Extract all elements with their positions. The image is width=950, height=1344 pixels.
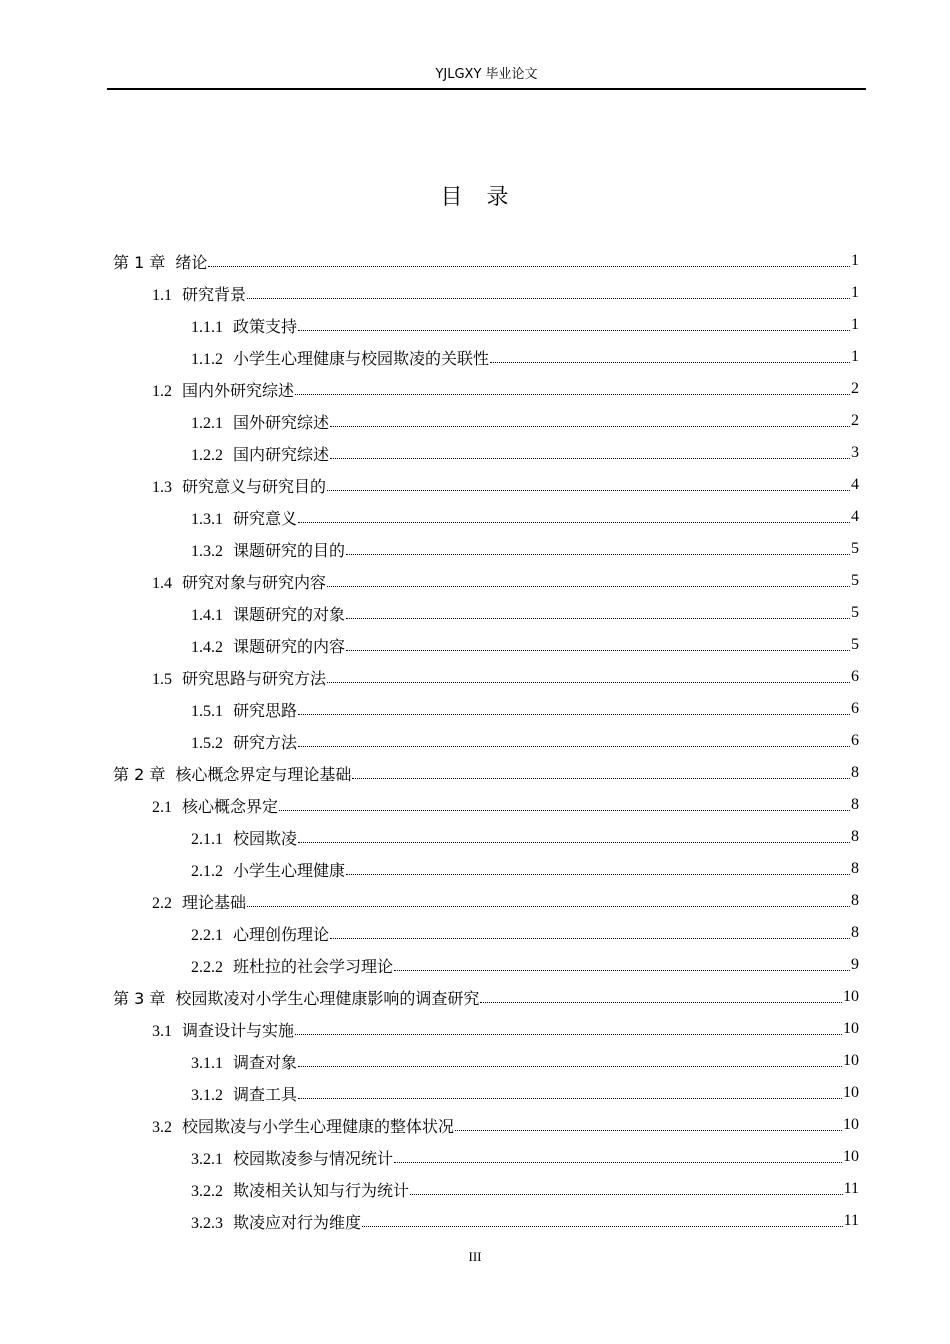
toc-entry[interactable] xyxy=(113,245,859,277)
toc-entry-label xyxy=(191,858,345,881)
toc-dot-leader xyxy=(362,1226,843,1227)
toc-entry-label xyxy=(152,282,246,305)
toc-entry-page: 8 xyxy=(851,764,859,781)
toc-dot-leader xyxy=(394,970,850,971)
toc-entry-page: 1 xyxy=(851,316,859,333)
toc-dot-leader xyxy=(298,1098,842,1099)
toc-entry[interactable] xyxy=(113,597,859,629)
toc-entry-page: 8 xyxy=(851,860,859,877)
toc-entry-label xyxy=(191,410,329,433)
toc-entry-text: 欺凌应对行为维度 xyxy=(233,1214,362,1232)
toc-entry-label xyxy=(191,922,329,945)
toc-entry[interactable] xyxy=(113,853,859,885)
toc-entry-text: 核心概念界定与理论基础 xyxy=(175,764,352,784)
toc-entry-number: 1.4 xyxy=(152,574,172,592)
toc-entry-label xyxy=(191,442,329,465)
toc-entry-text: 校园欺凌与小学生心理健康的整体状况 xyxy=(182,1118,455,1136)
toc-entry[interactable] xyxy=(113,821,859,853)
toc-entry-text: 研究意义与研究目的 xyxy=(182,478,327,496)
toc-entry-page: 6 xyxy=(851,732,859,749)
toc-entry-number: 2.1 xyxy=(152,798,172,816)
toc-entry-number: 2.1.2 xyxy=(191,862,223,880)
toc-entry-number: 第 2 章 xyxy=(113,764,166,784)
toc-entry-label xyxy=(191,506,297,529)
toc-entry[interactable] xyxy=(113,1109,859,1141)
toc-entry-page: 1 xyxy=(851,348,859,365)
toc-entry-page: 5 xyxy=(851,572,859,589)
toc-entry-text: 课题研究的内容 xyxy=(233,638,346,656)
toc-entry-text: 研究方法 xyxy=(233,734,298,752)
toc-entry[interactable] xyxy=(113,533,859,565)
toc-entry-page: 3 xyxy=(851,444,859,461)
toc-entry-page: 8 xyxy=(851,924,859,941)
toc-entry[interactable] xyxy=(113,949,859,981)
toc-entry-label xyxy=(191,1082,297,1105)
toc-entry-page: 11 xyxy=(843,1180,859,1197)
toc-dot-leader xyxy=(298,714,850,715)
toc-entry-label xyxy=(191,954,393,977)
toc-entry[interactable] xyxy=(113,1077,859,1109)
toc-dot-leader xyxy=(298,1066,842,1067)
toc-dot-leader xyxy=(346,874,850,875)
toc-entry-page: 8 xyxy=(851,828,859,845)
toc-entry-label xyxy=(191,538,345,561)
toc-entry-text: 国内外研究综述 xyxy=(182,382,295,400)
toc-entry-text: 研究思路 xyxy=(233,702,298,720)
toc-entry-number: 3.2.3 xyxy=(191,1214,223,1232)
toc-dot-leader xyxy=(480,1002,842,1003)
toc-entry-label xyxy=(191,346,489,369)
toc-entry-page: 5 xyxy=(851,540,859,557)
toc-entry-number: 2.2.2 xyxy=(191,958,223,976)
toc-entry-text: 政策支持 xyxy=(233,318,298,336)
toc-entry-page: 1 xyxy=(851,252,859,269)
toc-entry-page: 10 xyxy=(843,1052,859,1069)
toc-entry[interactable] xyxy=(113,885,859,917)
toc-entry-text: 心理创伤理论 xyxy=(233,926,330,944)
toc-entry-text: 欺凌相关认知与行为统计 xyxy=(233,1182,410,1200)
toc-dot-leader xyxy=(327,490,850,491)
toc-entry-number: 1.1.2 xyxy=(191,350,223,368)
toc-entry-number: 1.3 xyxy=(152,478,172,496)
toc-entry[interactable] xyxy=(113,277,859,309)
toc-entry-number: 2.2 xyxy=(152,894,172,912)
toc-entry-text: 小学生心理健康 xyxy=(233,862,346,880)
toc-entry-page: 6 xyxy=(851,700,859,717)
toc-entry-number: 1.5.2 xyxy=(191,734,223,752)
toc-entry[interactable] xyxy=(113,661,859,693)
running-header: YJLGXY 毕业论文 xyxy=(107,64,866,90)
toc-entry-number: 1.1.1 xyxy=(191,318,223,336)
toc-dot-leader xyxy=(247,906,850,907)
toc-entry-text: 课题研究的对象 xyxy=(233,606,346,624)
toc-entry-text: 国外研究综述 xyxy=(233,414,330,432)
toc-dot-leader xyxy=(352,778,850,779)
toc-entry-number: 2.1.1 xyxy=(191,830,223,848)
toc-title: 目 录 xyxy=(440,185,510,210)
toc-entry-number: 1.3.2 xyxy=(191,542,223,560)
toc-entry[interactable] xyxy=(113,437,859,469)
toc-entry[interactable] xyxy=(113,1173,859,1205)
toc-entry[interactable] xyxy=(113,917,859,949)
toc-dot-leader xyxy=(330,458,850,459)
toc-entry-page: 6 xyxy=(851,668,859,685)
toc-entry-number: 3.2.2 xyxy=(191,1182,223,1200)
toc-entry-label xyxy=(191,314,297,337)
toc-entry-label xyxy=(191,1210,361,1233)
toc-dot-leader xyxy=(279,810,850,811)
toc-entry-text: 课题研究的目的 xyxy=(233,542,346,560)
toc-entry-text: 调查对象 xyxy=(233,1054,298,1072)
toc-dot-leader xyxy=(346,650,850,651)
toc-entry[interactable] xyxy=(113,565,859,597)
toc-entry[interactable] xyxy=(113,757,859,789)
toc-entry-text: 小学生心理健康与校园欺凌的关联性 xyxy=(233,350,490,368)
toc-entry-text: 校园欺凌对小学生心理健康影响的调查研究 xyxy=(175,988,480,1008)
toc-dot-leader xyxy=(394,1162,842,1163)
toc-entry-label xyxy=(152,1018,294,1041)
toc-entry[interactable] xyxy=(113,789,859,821)
toc-entry-number: 3.2 xyxy=(152,1118,172,1136)
toc-dot-leader xyxy=(327,586,850,587)
toc-entry-number: 1.2 xyxy=(152,382,172,400)
toc-entry[interactable] xyxy=(113,373,859,405)
toc-entry-number: 2.2.1 xyxy=(191,926,223,944)
toc-dot-leader xyxy=(330,938,850,939)
toc-entry[interactable] xyxy=(113,469,859,501)
toc-entry-number: 1.5 xyxy=(152,670,172,688)
toc-entry-text: 调查工具 xyxy=(233,1086,298,1104)
toc-entry-number: 1.4.1 xyxy=(191,606,223,624)
toc-entry-number: 3.1.1 xyxy=(191,1054,223,1072)
toc-entry-number: 3.1 xyxy=(152,1022,172,1040)
toc-entry-text: 调查设计与实施 xyxy=(182,1022,295,1040)
toc-entry-label xyxy=(191,730,297,753)
toc-entry-text: 研究思路与研究方法 xyxy=(182,670,327,688)
toc-entry[interactable] xyxy=(113,1141,859,1173)
toc-entry[interactable] xyxy=(113,1045,859,1077)
toc-entry-label xyxy=(113,986,479,1009)
toc-entry-number: 1.3.1 xyxy=(191,510,223,528)
toc-dot-leader xyxy=(346,554,850,555)
toc-dot-leader xyxy=(455,1130,842,1131)
page-number: III xyxy=(468,1249,482,1264)
toc-entry-number: 1.4.2 xyxy=(191,638,223,656)
toc-dot-leader xyxy=(410,1194,843,1195)
toc-dot-leader xyxy=(298,842,850,843)
toc-entry-text: 校园欺凌参与情况统计 xyxy=(233,1150,394,1168)
toc-entry[interactable] xyxy=(113,1013,859,1045)
toc-entry-label xyxy=(152,570,326,593)
toc-dot-leader xyxy=(327,682,850,683)
toc-entry-page: 2 xyxy=(851,412,859,429)
toc-entry-page: 10 xyxy=(843,1116,859,1133)
toc-entry-label xyxy=(191,634,345,657)
toc-entry-page: 10 xyxy=(843,1020,859,1037)
toc-entry-text: 绪论 xyxy=(175,252,208,272)
toc-entry-page: 2 xyxy=(851,380,859,397)
toc-dot-leader xyxy=(298,330,850,331)
toc-entry-label xyxy=(191,1178,409,1201)
toc-entry-text: 研究意义 xyxy=(233,510,298,528)
toc-entry-label xyxy=(152,794,278,817)
toc-entry-page: 10 xyxy=(843,988,859,1005)
table-of-contents xyxy=(113,245,859,1237)
toc-entry[interactable] xyxy=(113,341,859,373)
toc-entry-page: 10 xyxy=(843,1148,859,1165)
toc-entry-label xyxy=(191,1146,393,1169)
toc-entry-number: 1.2.1 xyxy=(191,414,223,432)
toc-entry-label xyxy=(152,666,326,689)
toc-entry-page: 4 xyxy=(851,508,859,525)
toc-entry-label xyxy=(113,762,351,785)
toc-entry-page: 10 xyxy=(843,1084,859,1101)
toc-entry-number: 1.2.2 xyxy=(191,446,223,464)
toc-entry[interactable] xyxy=(113,501,859,533)
toc-dot-leader xyxy=(330,426,850,427)
toc-dot-leader xyxy=(208,266,850,267)
toc-entry[interactable] xyxy=(113,981,859,1013)
toc-entry-page: 5 xyxy=(851,604,859,621)
toc-entry-label xyxy=(191,1050,297,1073)
toc-entry-text: 理论基础 xyxy=(182,894,247,912)
toc-entry[interactable] xyxy=(113,309,859,341)
toc-entry-number: 3.1.2 xyxy=(191,1086,223,1104)
toc-entry-number: 3.2.1 xyxy=(191,1150,223,1168)
toc-entry-page: 11 xyxy=(843,1212,859,1229)
toc-dot-leader xyxy=(295,1034,842,1035)
toc-entry[interactable] xyxy=(113,693,859,725)
toc-entry-number: 1.1 xyxy=(152,286,172,304)
toc-dot-leader xyxy=(247,298,850,299)
toc-entry-label xyxy=(113,250,207,273)
toc-entry-page: 9 xyxy=(851,956,859,973)
toc-entry-page: 8 xyxy=(851,892,859,909)
toc-entry-label xyxy=(191,602,345,625)
toc-entry-text: 核心概念界定 xyxy=(182,798,279,816)
toc-entry-number: 第 3 章 xyxy=(113,988,166,1008)
toc-entry-page: 1 xyxy=(851,284,859,301)
toc-entry-label xyxy=(152,890,246,913)
toc-dot-leader xyxy=(298,746,850,747)
toc-entry-text: 校园欺凌 xyxy=(233,830,298,848)
toc-dot-leader xyxy=(295,394,850,395)
toc-dot-leader xyxy=(490,362,850,363)
toc-entry[interactable] xyxy=(113,1205,859,1237)
toc-entry-number: 1.5.1 xyxy=(191,702,223,720)
toc-entry[interactable] xyxy=(113,629,859,661)
toc-entry-text: 班杜拉的社会学习理论 xyxy=(233,958,394,976)
toc-entry-number: 第 1 章 xyxy=(113,252,166,272)
toc-entry-text: 研究对象与研究内容 xyxy=(182,574,327,592)
toc-entry-label xyxy=(152,474,326,497)
toc-entry-text: 国内研究综述 xyxy=(233,446,330,464)
toc-entry-label xyxy=(152,378,294,401)
toc-entry-label xyxy=(152,1114,454,1137)
toc-dot-leader xyxy=(298,522,850,523)
toc-dot-leader xyxy=(346,618,850,619)
toc-entry-text: 研究背景 xyxy=(182,286,247,304)
toc-entry-label xyxy=(191,698,297,721)
toc-entry-page: 8 xyxy=(851,796,859,813)
toc-entry-page: 4 xyxy=(851,476,859,493)
toc-entry-label xyxy=(191,826,297,849)
toc-entry-page: 5 xyxy=(851,636,859,653)
toc-entry[interactable] xyxy=(113,725,859,757)
toc-entry[interactable] xyxy=(113,405,859,437)
